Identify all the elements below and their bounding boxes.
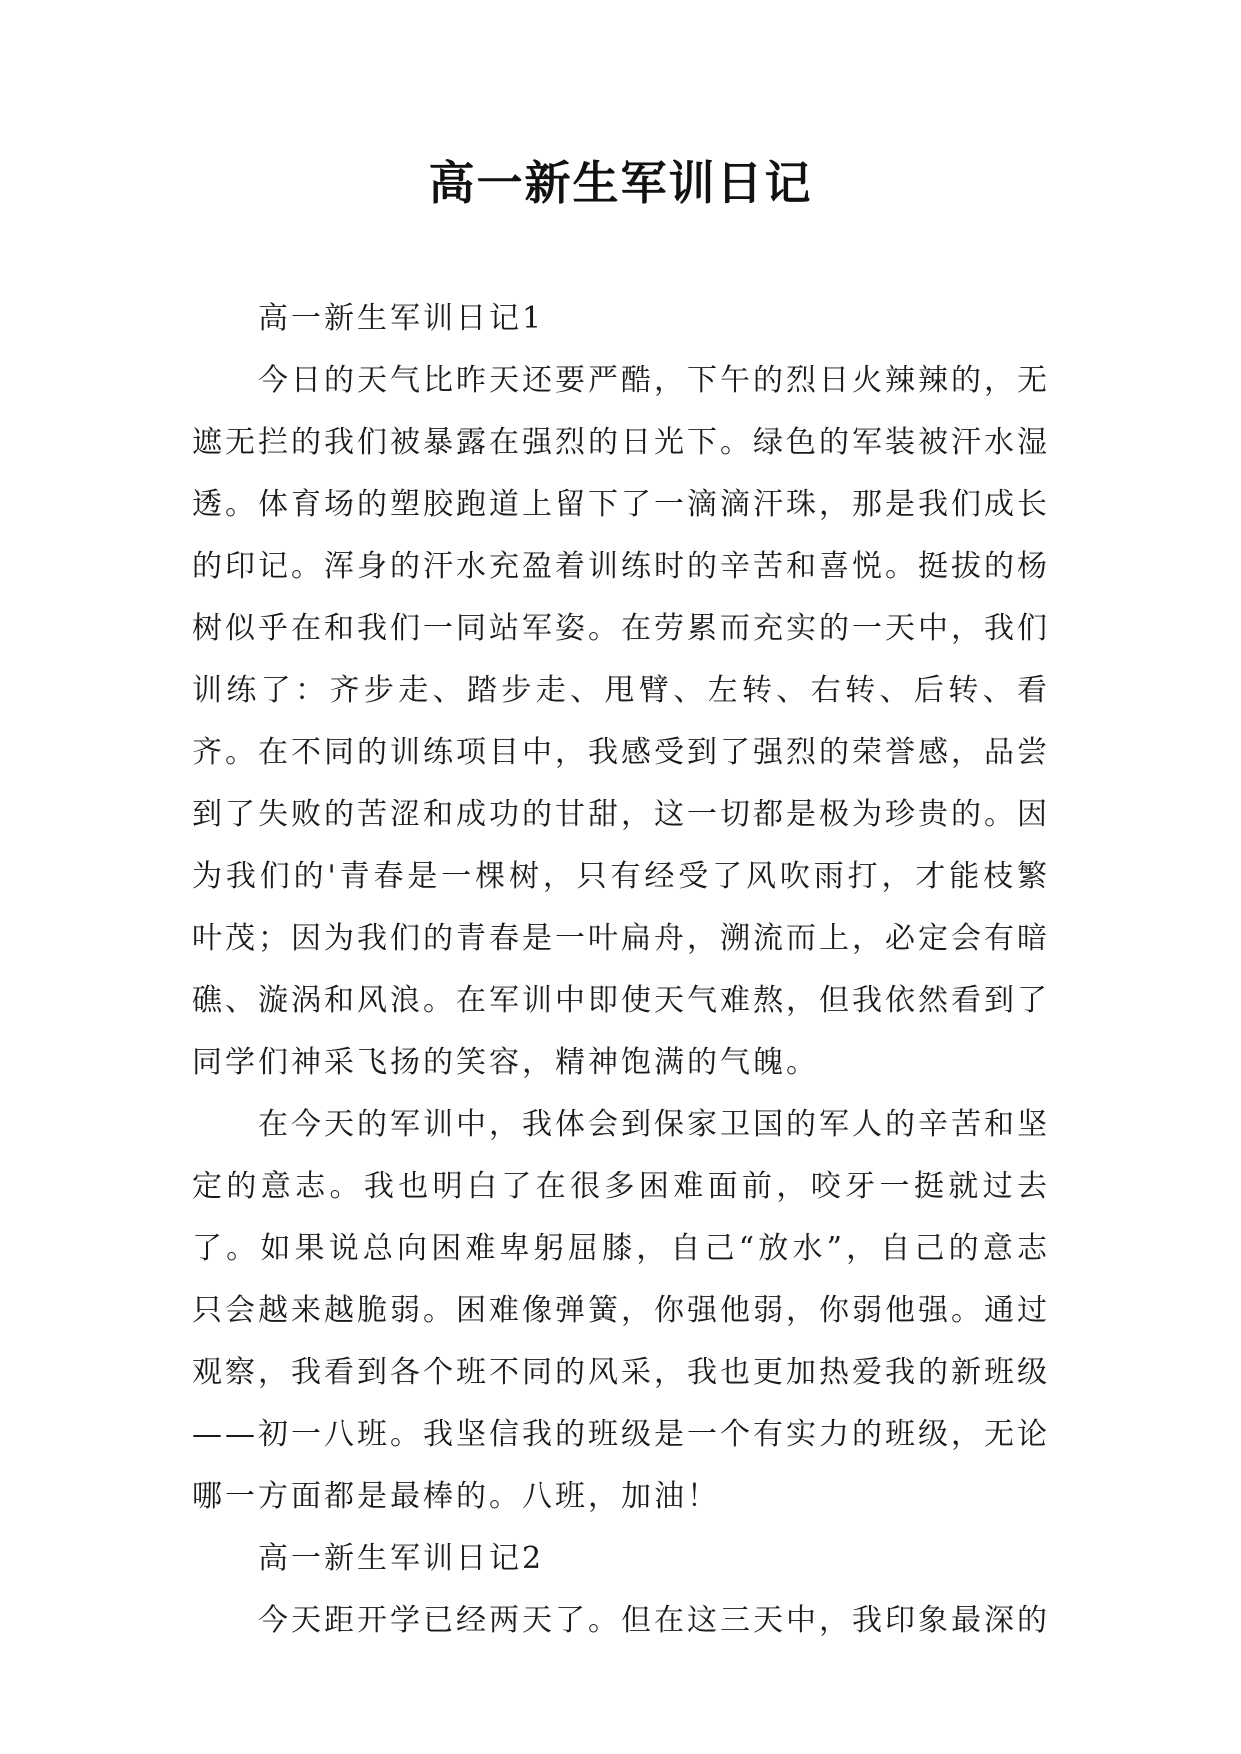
paragraph-1: 今日的天气比昨天还要严酷，下午的烈日火辣辣的，无遮无拦的我们被暴露在强烈的日光下。绿色的军装被汗水湿透。体育场的塑胶跑道上留下了一滴滴汗珠，那是我们成长的印记。浑身的汗水充盈着训练时的辛苦和喜悦。挺拔的杨树似乎在和我们一同站军姿。在劳累而充实的一天中，我们训练了：齐步走、踏步走、甩臂、左转、右转、后转、看齐。在不同的训练项目中，我感受到了强烈的荣誉感，品尝到了失败的苦涩和成功的甘甜，这一切都是极为珍贵的。因为我们的'青春是一棵树，只有经受了风吹雨打，才能枝繁叶茂；因为我们的青春是一叶扁舟，溯流而上，必定会有暗礁、漩涡和风浪。在军训中即使天气难熬，但我依然看到了同学们神采飞扬的笑容，精神饱满的气魄。 bbox=[192, 363, 1050, 1080]
paragraph-3: 今天距开学已经两天了。但在这三天中，我印象最深的 bbox=[258, 1603, 1050, 1638]
section-heading-1: 高一新生军训日记1 bbox=[258, 301, 545, 336]
document-body bbox=[192, 288, 1050, 1652]
document-title: 高一新生军训日记 bbox=[428, 156, 813, 210]
section-heading-2: 高一新生军训日记2 bbox=[258, 1541, 545, 1576]
paragraph-2: 在今天的军训中，我体会到保家卫国的军人的辛苦和坚定的意志。我也明白了在很多困难面前，咬牙一挺就过去了。如果说总向困难卑躬屈膝，自己“放水”，自己的意志只会越来越脆弱。困难像弹簧，你强他弱，你弱他强。通过观察，我看到各个班不同的风采，我也更加热爱我的新班级——初一八班。我坚信我的班级是一个有实力的班级，无论哪一方面都是最棒的。八班，加油！ bbox=[192, 1107, 1050, 1514]
